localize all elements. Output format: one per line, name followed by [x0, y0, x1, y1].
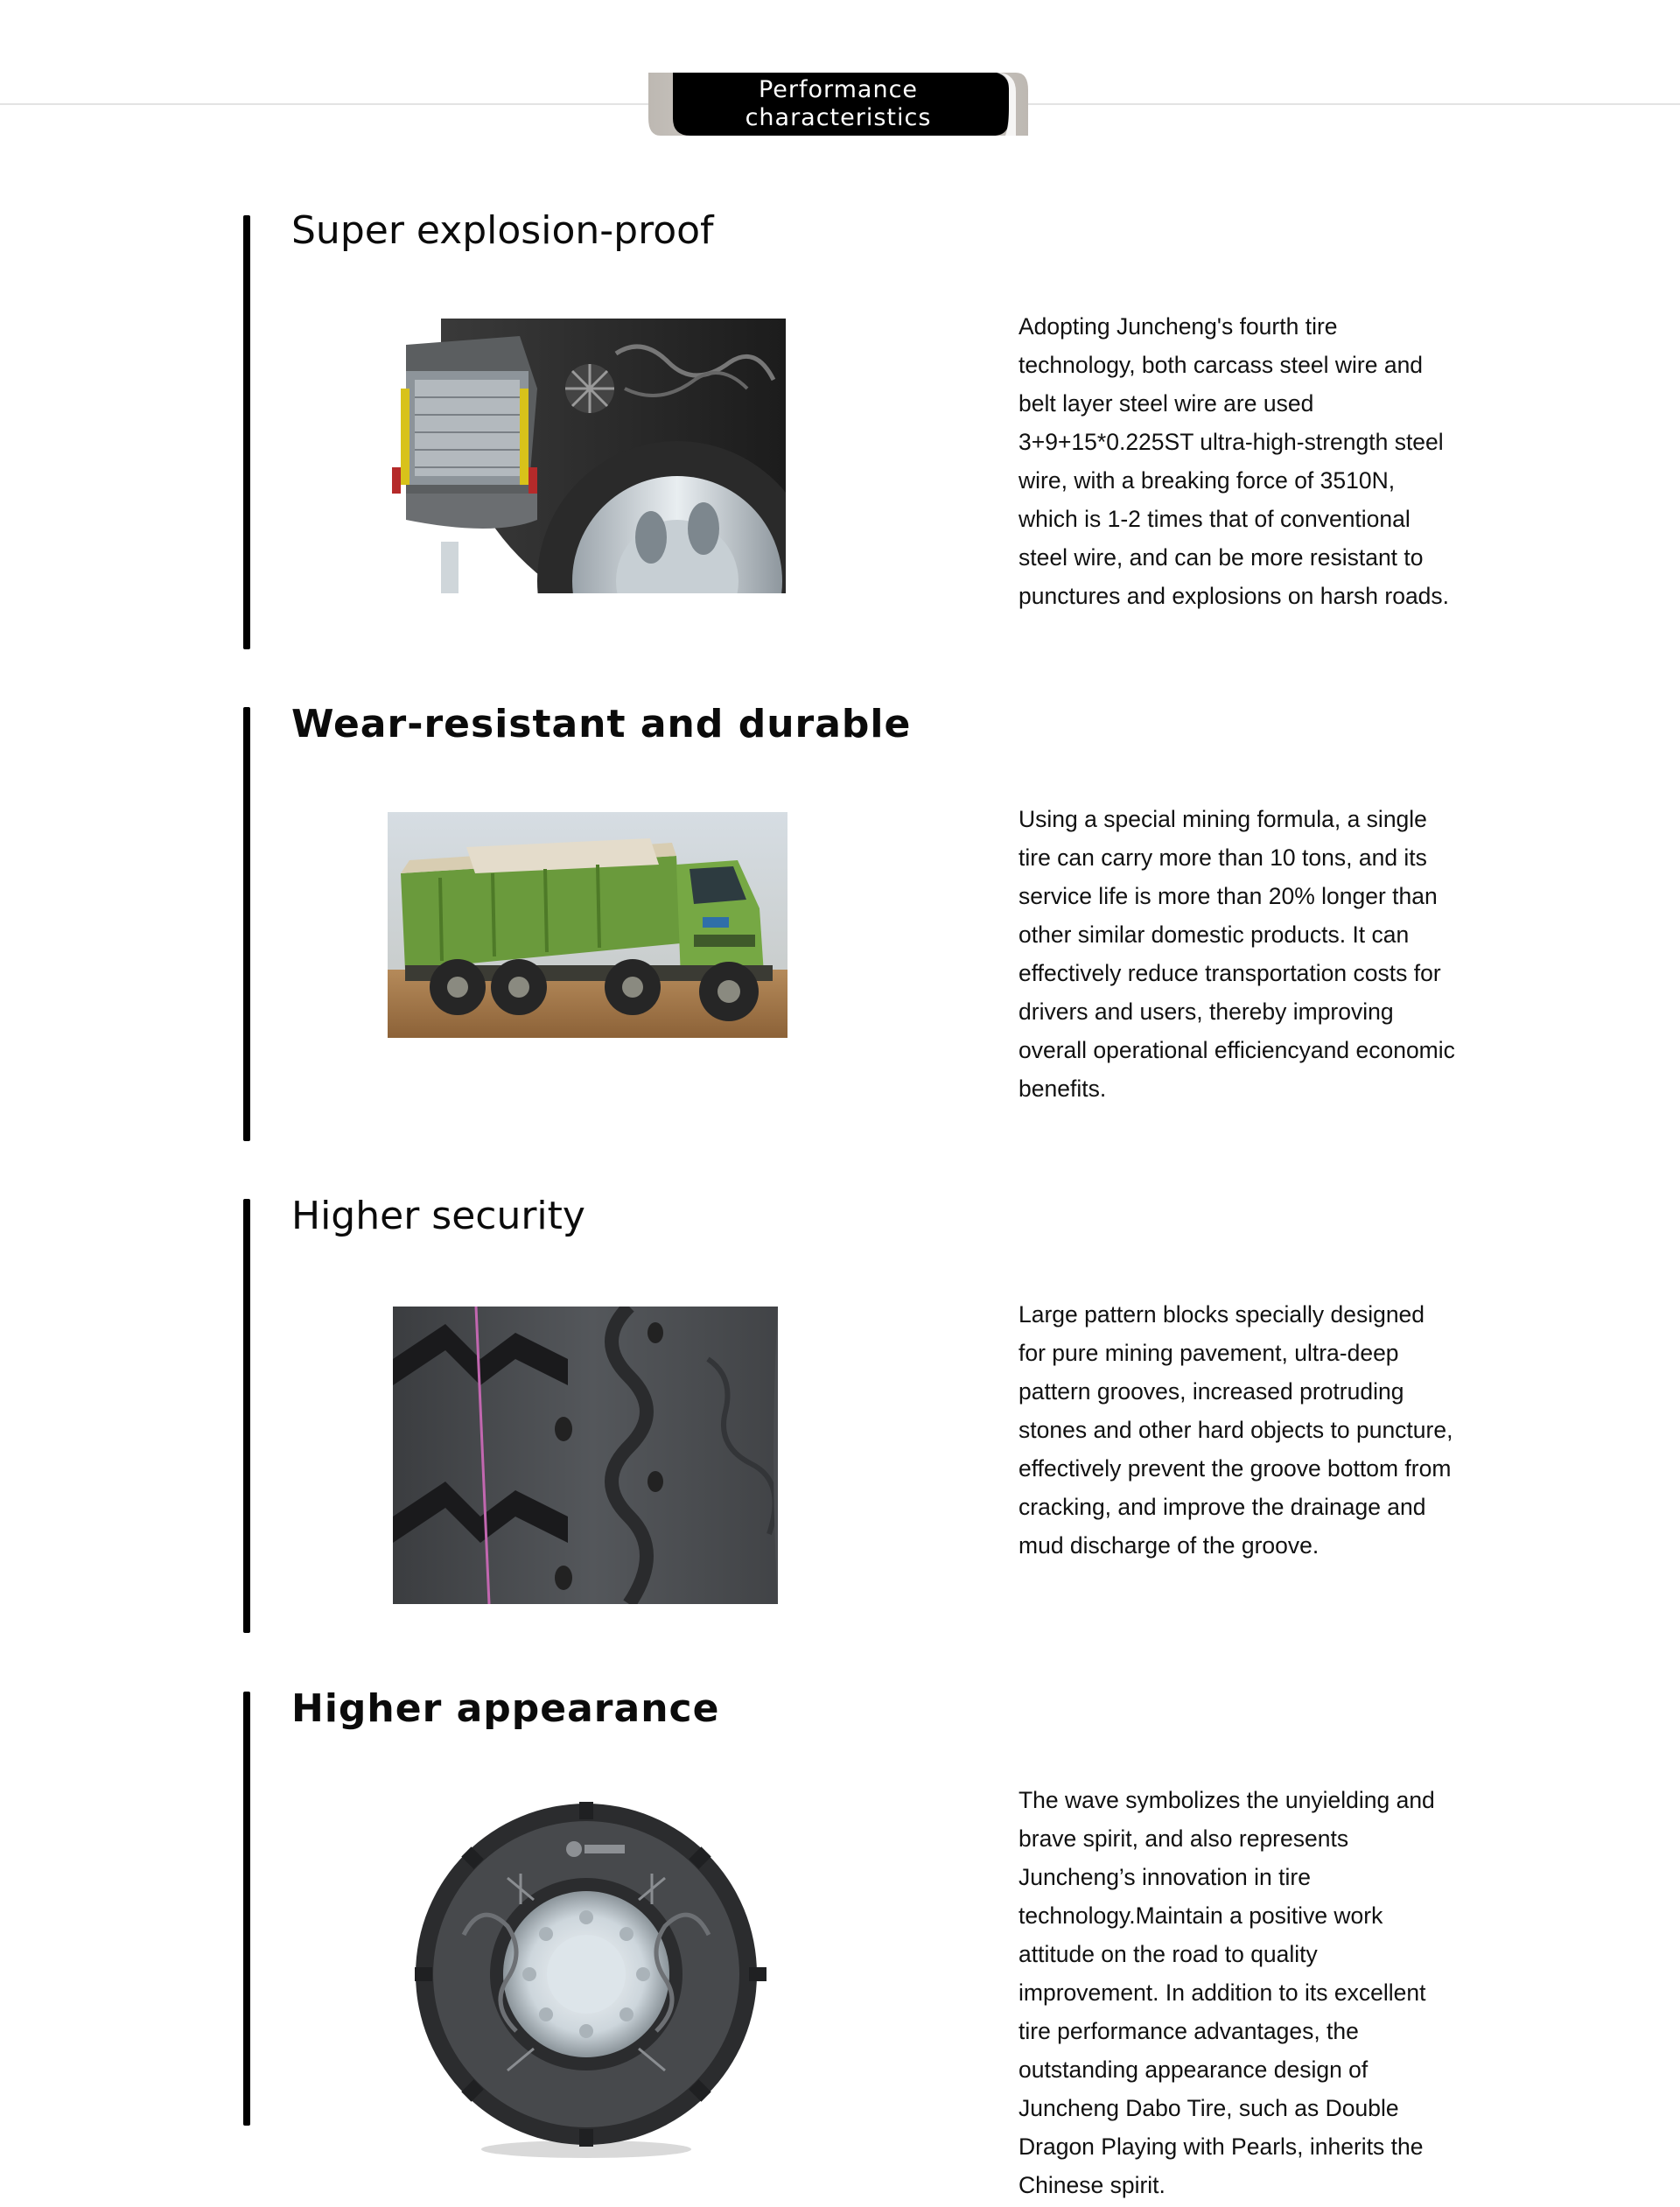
feature-section-security — [0, 1194, 1680, 1634]
section-accent-bar — [243, 1199, 250, 1633]
section-accent-bar — [243, 1692, 250, 2126]
page-title-line2: characteristics — [745, 104, 932, 131]
section-description: Large pattern blocks specially designed for pure mining pavement, ultra-deep pattern grooves, increased protruding stones and other hard objects to puncture, effectively prevent the groove bottom from cracking, and improve the drainage and mud discharge of the groove. — [1018, 1301, 1453, 1559]
full-tire-with-rim-image — [411, 1795, 770, 2162]
section-description: Adopting Juncheng's fourth tire technology, both carcass steel wire and belt layer steel wire are used 3+9+15*0.225ST ultra-high-strength steel wire, with a breaking force of 3510N, which is 1-2 times that of conventional steel wire, and can be more resistant to punctures and explosions on harsh roads. — [1018, 313, 1450, 609]
tire-cross-section-image — [388, 319, 786, 593]
green-dump-truck-image — [388, 812, 788, 1038]
page-title-line1: Performance — [758, 76, 919, 103]
feature-section-explosion-proof — [0, 208, 1680, 650]
section-accent-bar — [243, 215, 250, 649]
page-title — [648, 73, 1028, 136]
section-title-badge — [648, 73, 1028, 136]
section-description: The wave symbolizes the unyielding and brave spirit, and also represents Juncheng’s innovation in tire technology.Maintain a positive work attitude on the road to quality improvement. In addition to its excellent tire performance advantages, the outstanding appearance design of Juncheng Dabo Tire, such as Double Dragon Playing with Pearls, inherits the Chinese spirit. — [1018, 1787, 1435, 2198]
section-heading: Higher appearance — [291, 1686, 720, 1731]
section-heading: Higher security — [291, 1194, 585, 1238]
section-heading: Super explosion-proof — [291, 208, 714, 253]
feature-section-wear-resistant — [0, 702, 1680, 1142]
section-description: Using a special mining formula, a single tire can carry more than 10 tons, and its service life is more than 20% longer than other similar domestic products. It can effectively reduce transportation costs for drivers and users, thereby improving overall operational efficiencyand economic benefits. — [1018, 806, 1455, 1102]
feature-section-appearance — [0, 1686, 1680, 2198]
section-heading: Wear-resistant and durable — [291, 702, 912, 746]
tire-tread-pattern-image — [393, 1307, 793, 1604]
section-accent-bar — [243, 707, 250, 1141]
